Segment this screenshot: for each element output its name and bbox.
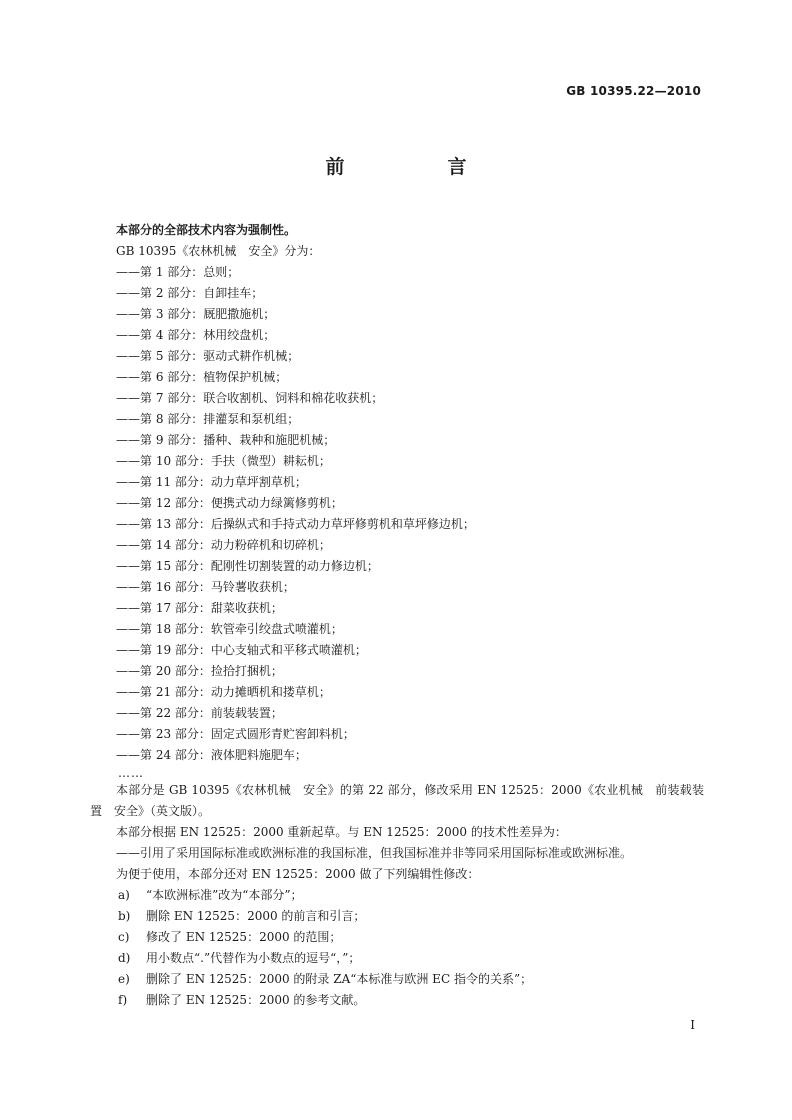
list-item: ——第 15 部分：配刚性切割装置的动力修边机； <box>116 559 379 573</box>
item-marker: b) <box>118 909 131 923</box>
difference-paragraph: ——引用了采用国际标准或欧洲标准的我国标准，但我国标准并非等同采用国际标准或欧洲标准。 <box>116 846 633 860</box>
list-item: ——第 1 部分：总则； <box>116 265 240 279</box>
item-text: 删除了 EN 12525：2000 的参考文献。 <box>146 993 366 1007</box>
list-ellipsis: …… <box>118 766 144 780</box>
list-item: ——第 16 部分：马铃薯收获机； <box>116 580 295 594</box>
list-item: ——第 24 部分：液体肥料施肥车； <box>116 748 307 762</box>
list-item <box>90 948 704 969</box>
list-item <box>90 969 704 990</box>
list-item: ——第 23 部分：固定式圆形青贮窖卸料机； <box>116 727 355 741</box>
foreword-content <box>90 220 704 1011</box>
list-item: ——第 4 部分：林用绞盘机； <box>116 328 276 342</box>
list-item: ——第 11 部分：动力草坪割草机； <box>116 475 307 489</box>
list-item: ——第 13 部分：后操纵式和手持式动力草坪修剪机和草坪修边机； <box>116 517 475 531</box>
item-text: 删除 EN 12525：2000 的前言和引言； <box>146 909 366 923</box>
list-item: ——第 7 部分：联合收割机、饲料和棉花收获机； <box>116 391 384 405</box>
list-item: ——第 19 部分：中心支轴式和平移式喷灌机； <box>116 643 367 657</box>
page-number: I <box>690 1018 695 1032</box>
list-item: ——第 8 部分：排灌泵和泵机组； <box>116 412 300 426</box>
adoption-paragraph: 本部分是 GB 10395《农林机械 安全》的第 22 部分，修改采用 EN 12525：2000《农业机械 前装载装置 安全》（英文版）。 <box>90 783 704 818</box>
mandatory-statement: 本部分的全部技术内容为强制性。 <box>116 223 297 237</box>
editorial-paragraph: 为便于使用，本部分还对 EN 12525：2000 做了下列编辑性修改： <box>116 867 480 881</box>
list-item <box>90 906 704 927</box>
standard-number: GB 10395.22—2010 <box>566 84 701 98</box>
list-item <box>90 885 704 906</box>
editorial-list <box>90 885 704 1011</box>
list-item: ——第 22 部分：前装载装置； <box>116 706 283 720</box>
list-item: ——第 12 部分：便携式动力绿篱修剪机； <box>116 496 343 510</box>
list-item <box>90 927 704 948</box>
redraft-paragraph: 本部分根据 EN 12525：2000 重新起草。与 EN 12525：2000 的技术性差异为： <box>116 825 567 839</box>
list-item: ——第 17 部分：甜菜收获机； <box>116 601 283 615</box>
item-marker: d) <box>118 951 131 965</box>
division-intro: GB 10395《农林机械 安全》分为： <box>116 244 321 258</box>
item-text: 修改了 EN 12525：2000 的范围； <box>146 930 342 944</box>
list-item: ——第 6 部分：植物保护机械； <box>116 370 288 384</box>
list-item <box>90 990 704 1011</box>
item-text: 用小数点“.”代替作为小数点的逗号“，”； <box>146 951 361 965</box>
item-marker: f) <box>118 993 128 1007</box>
list-item: ——第 20 部分：捡拾打捆机； <box>116 664 283 678</box>
item-marker: e) <box>118 972 130 986</box>
list-item: ——第 21 部分：动力摊晒机和搂草机； <box>116 685 331 699</box>
item-marker: a) <box>118 888 130 902</box>
item-text: 删除了 EN 12525：2000 的附录 ZA“本标准与欧洲 EC 指令的关系”； <box>146 972 533 986</box>
list-item: ——第 18 部分：软管牵引绞盘式喷灌机； <box>116 622 343 636</box>
item-marker: c) <box>118 930 130 944</box>
list-item: ——第 5 部分：驱动式耕作机械； <box>116 349 300 363</box>
list-item: ——第 3 部分：厩肥撒施机； <box>116 307 276 321</box>
item-text: “本欧洲标准”改为“本部分”； <box>146 888 303 902</box>
page-title: 前 言 <box>325 156 509 178</box>
list-item: ——第 10 部分：手扶（微型）耕耘机； <box>116 454 331 468</box>
parts-list <box>90 262 704 766</box>
list-item: ——第 2 部分：自卸挂车； <box>116 286 264 300</box>
list-item: ——第 14 部分：动力粉碎机和切碎机； <box>116 538 331 552</box>
list-item: ——第 9 部分：播种、栽种和施肥机械； <box>116 433 336 447</box>
